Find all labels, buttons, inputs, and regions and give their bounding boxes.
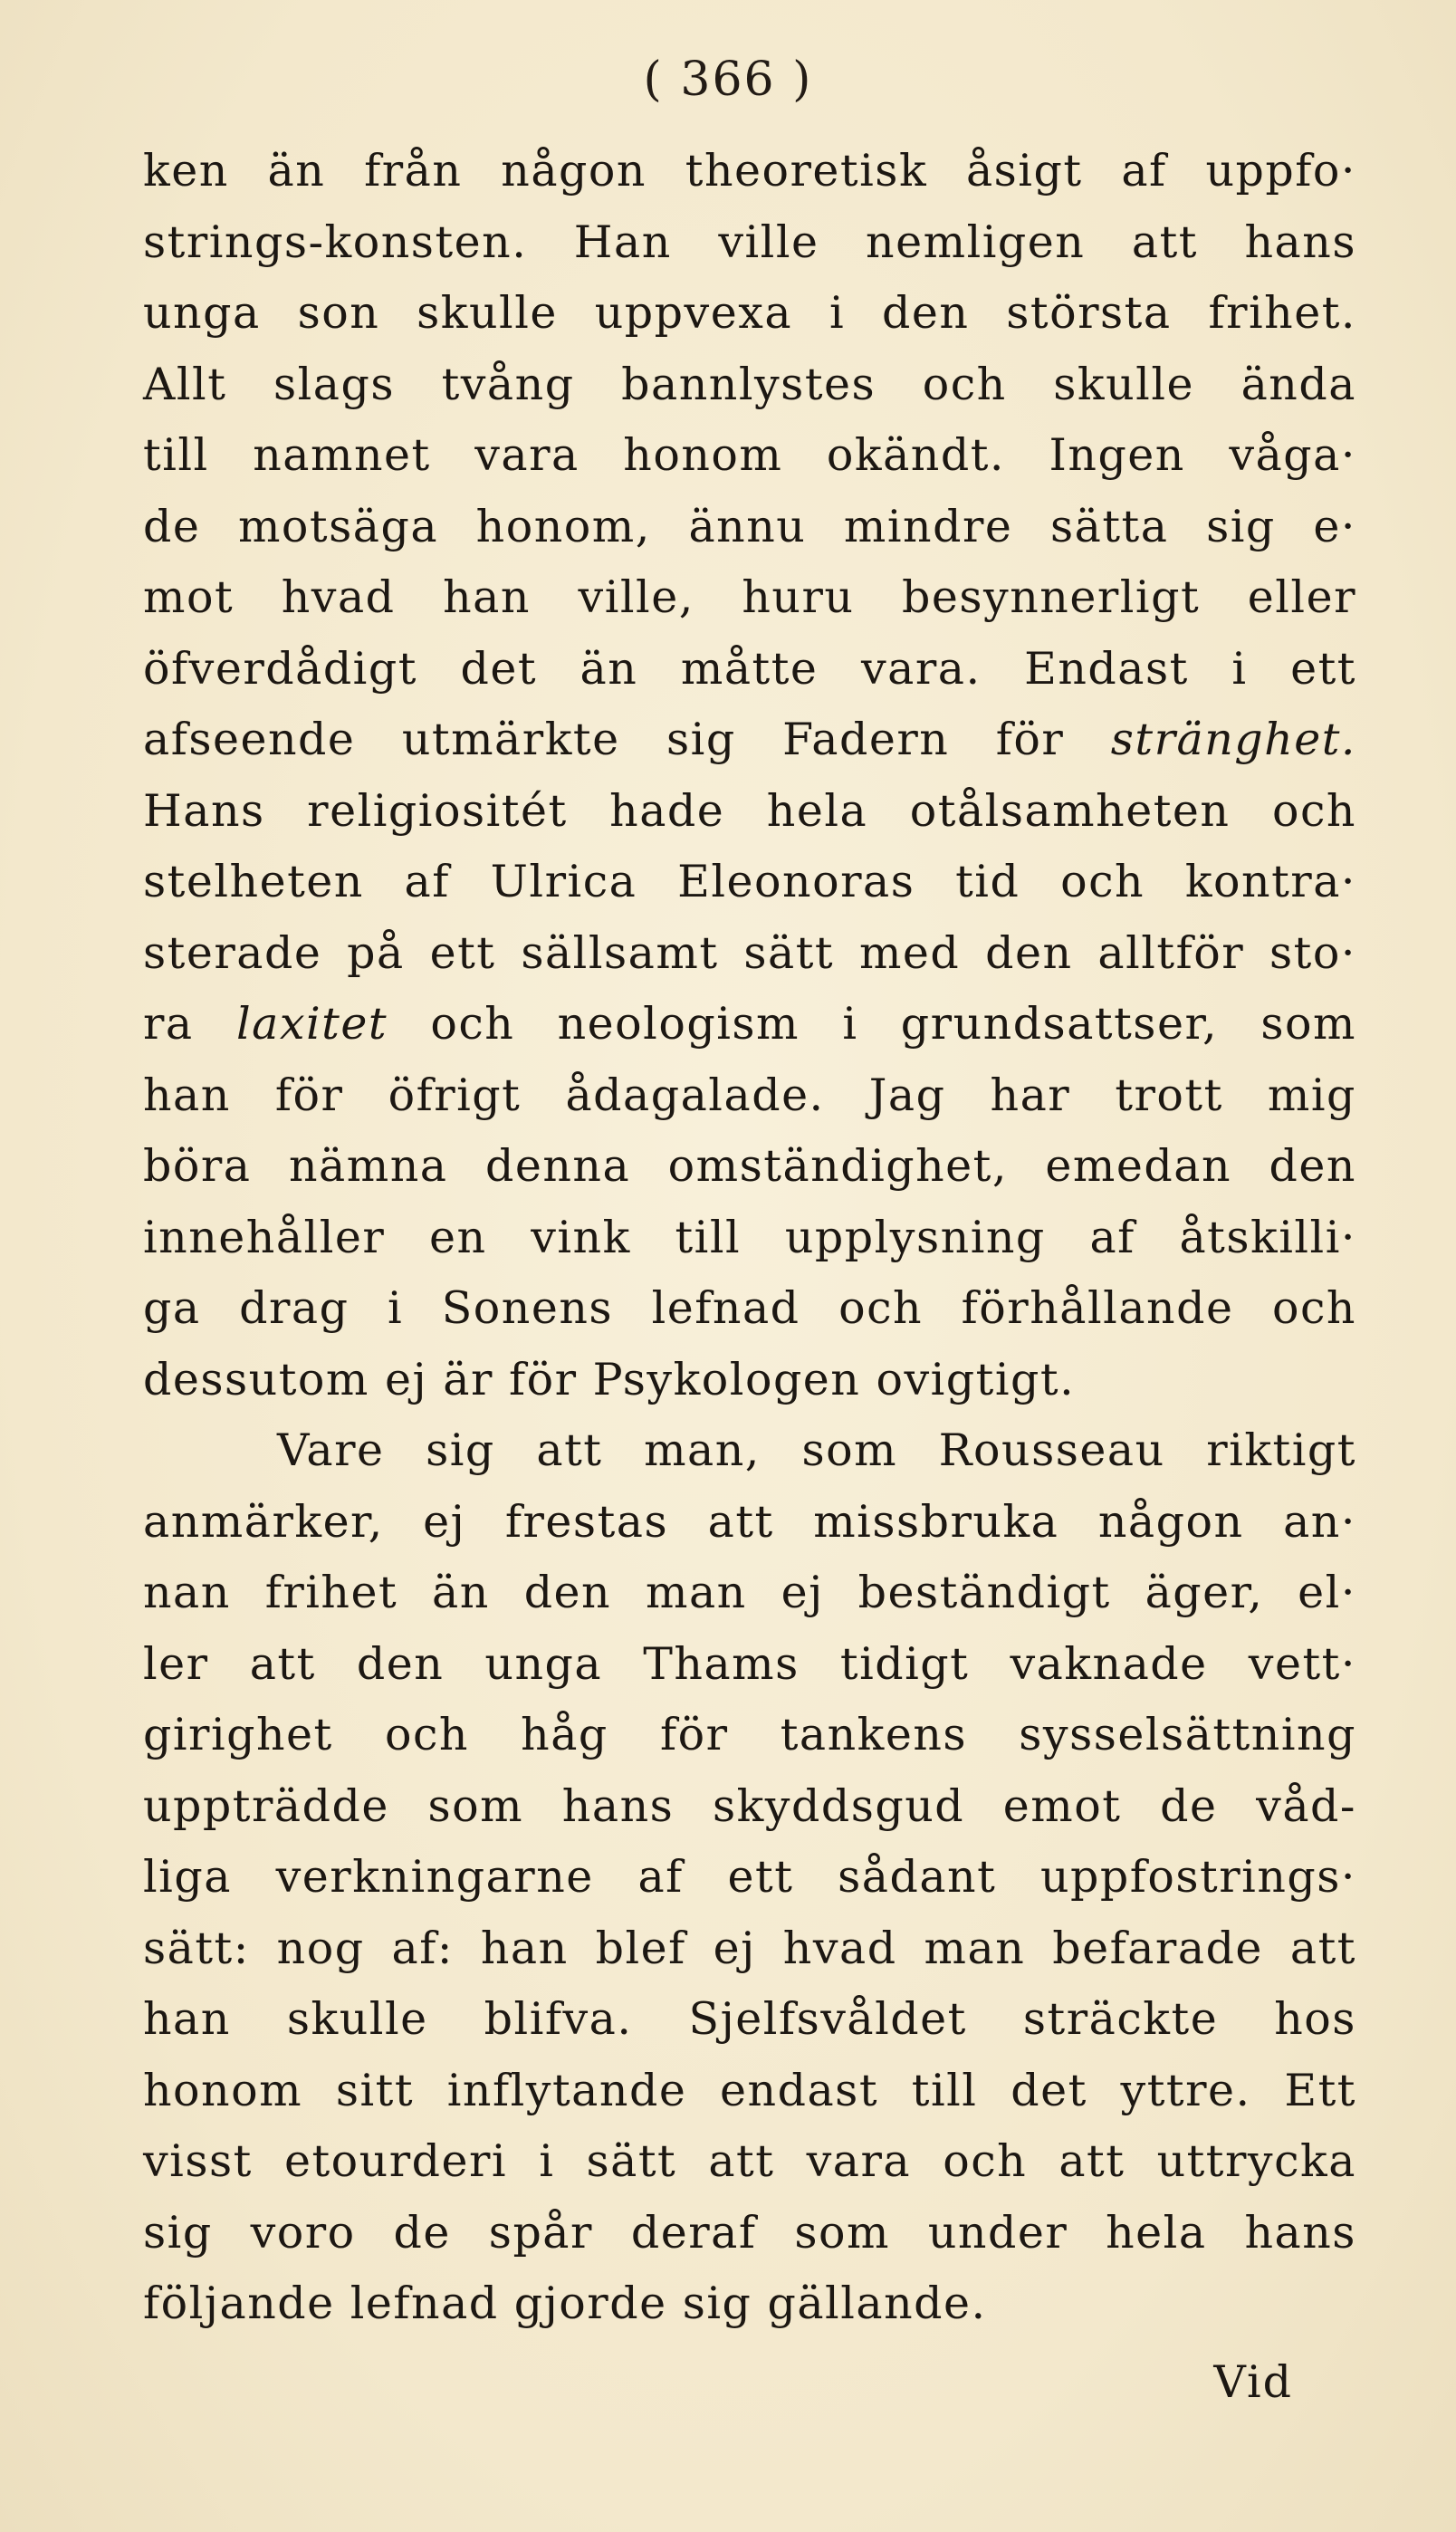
text-line [143,776,1356,848]
word: ra [143,998,194,1050]
word: Hans [143,784,265,837]
word: från [364,145,463,197]
word: skulle [417,287,558,339]
word: ej [713,1922,756,1974]
word: hela [766,784,868,837]
word: upplysning [784,1211,1046,1263]
word: honom [623,429,783,481]
word: son [297,287,380,339]
text-line [143,1203,1356,1274]
word: än [580,642,638,695]
word: nog [276,1922,365,1974]
word: hade [609,784,725,837]
word: huru [742,571,855,623]
word: till [911,2064,978,2116]
word: yttre. [1120,2064,1251,2116]
word: tidigt [839,1637,970,1690]
word: af [637,1851,684,1903]
word: tvång [441,358,575,410]
word: i [829,287,846,339]
word: som [794,2206,890,2259]
word: det [1011,2064,1087,2116]
text-line [143,989,1356,1060]
text-line [143,1345,1356,1416]
word: den [1269,1140,1356,1192]
word: sig [682,2278,752,2329]
text-line [143,278,1356,350]
word: alltför [1097,926,1245,979]
word: måtte [680,642,819,695]
word: hans [1244,216,1356,268]
word: skulle [1053,358,1195,410]
word: våd- [1256,1779,1356,1832]
word: Endast [1024,642,1189,695]
word: Psykologen [592,1353,861,1405]
word: tankens [780,1709,968,1760]
word: det [460,642,538,695]
word: sto· [1269,926,1356,979]
word: ådagalade. [565,1069,825,1121]
word: deraf [630,2206,757,2259]
word: sig [1206,500,1276,552]
word: ända [1240,358,1356,410]
word: för [274,1069,344,1121]
word: namnet [253,429,431,481]
word: Eleonoras [677,856,915,907]
word: och [1271,784,1356,837]
word: den [881,287,970,339]
word: spår [488,2206,593,2259]
word: sätta [1050,500,1169,552]
text-line [143,847,1356,918]
word: Ingen [1049,429,1185,481]
word: den [523,1567,612,1618]
word: religiositét [307,784,568,837]
word: ler [143,1637,209,1690]
word: att [708,2135,775,2187]
word: ett [429,926,496,979]
word: att [707,1495,774,1548]
word: att [1289,1922,1356,1974]
word: håg [521,1709,608,1760]
word: uppvexa [594,287,793,339]
word: sitt [335,2064,415,2116]
word: hans [561,1779,675,1832]
text-line [143,705,1356,776]
word: lefnad [651,1282,800,1334]
text-line [143,1131,1356,1203]
word: sterade [143,926,322,979]
word: han [480,1922,569,1974]
word: innehåller [143,1211,386,1263]
word: laxitet [235,998,388,1050]
word: våga· [1229,429,1356,481]
text-line [143,2268,1356,2340]
word: i [388,1282,404,1334]
word: befarade [1052,1922,1263,1974]
word: anmärker, [143,1495,384,1548]
word: el· [1298,1567,1356,1618]
word: ga [143,1282,201,1334]
word: i [539,2135,555,2187]
word: visst [143,2135,253,2187]
word: mot [143,571,235,623]
word: den [356,1637,445,1690]
word: vara [474,429,580,481]
word: till [143,429,209,481]
text-line [143,2198,1356,2269]
word: vara. [860,642,982,695]
word: Jag [868,1069,946,1121]
word: ännu [688,500,807,552]
word: besynnerligt [902,571,1201,623]
word: an· [1283,1495,1356,1548]
word: etourderi [283,2135,508,2187]
word: under [927,2206,1068,2259]
word: emedan [1045,1140,1232,1192]
word: i [842,998,858,1050]
word: öfrigt [388,1069,522,1121]
word: största [1006,287,1172,339]
word: unga [143,287,261,339]
word: sådant [838,1851,997,1903]
word: uppträdde [143,1779,389,1832]
word: han [443,571,531,623]
word: vaknade [1010,1637,1208,1690]
word: ville, [578,571,694,623]
word: och [430,998,515,1050]
text-line [143,350,1356,421]
word: sätt [743,926,835,979]
word: böra [143,1140,252,1192]
word: beständigt [857,1567,1111,1618]
word: lefnad [350,2278,499,2329]
word: Ulrica [490,856,637,907]
word: otålsamheten [909,784,1231,837]
word: Fadern [782,714,950,765]
word: och [1060,856,1145,907]
word: att [249,1637,316,1690]
word: han [143,1993,231,2045]
word: sig [143,2206,213,2259]
word: ett [1290,642,1356,695]
word: Rousseau [938,1424,1165,1476]
text-line [143,1984,1356,2056]
word: åtskilli· [1179,1211,1356,1263]
text-line [143,1415,1356,1487]
word: girighet [143,1709,333,1760]
word: och [1271,1282,1356,1334]
text-line [143,420,1356,492]
word: någon [501,145,647,197]
word: blef [595,1922,686,1974]
word: ken [143,145,229,197]
word: någon [1097,1495,1244,1548]
word: ej [781,1567,824,1618]
word: för [995,714,1065,765]
word: man [645,1567,747,1618]
word: honom [143,2064,303,2116]
word: att [1058,2135,1126,2187]
word: inflytande [446,2064,687,2116]
word: hos [1274,1993,1356,2045]
word: trott [1115,1069,1223,1121]
word: än [267,145,326,197]
word: som [801,1424,898,1476]
word: som [1260,998,1356,1050]
word: frestas [504,1495,669,1548]
text-line [143,634,1356,705]
text-line [143,1629,1356,1701]
word: ovigtigt. [876,1353,1076,1405]
word: förhållande [961,1282,1234,1334]
word: unga [484,1637,603,1690]
word: har [990,1069,1071,1121]
word: Vare [277,1424,385,1476]
word: ville [718,216,819,268]
word: blifva. [484,1993,633,2045]
word: och [922,358,1007,410]
word: sällsamt [521,926,719,979]
word: nemligen [866,216,1086,268]
word: man, [644,1424,761,1476]
word: att [536,1424,603,1476]
word: äger, [1145,1567,1264,1618]
word: hans [1244,2206,1356,2259]
word: emot [1002,1779,1122,1832]
word: är [443,1353,493,1405]
word: tid [955,856,1020,907]
text-line [143,1273,1356,1345]
word: för [659,1709,729,1760]
word: Sjelfsvåldet [688,1993,967,2045]
word: ett [727,1851,794,1903]
word: följande [143,2278,335,2329]
text-line [143,492,1356,563]
catchword: Vid [1213,2356,1293,2408]
word: riktigt [1206,1424,1356,1476]
body-text [143,136,1356,2340]
word: skyddsgud [712,1779,965,1832]
word: hvad [281,571,396,623]
word: de [143,500,201,552]
text-line [143,2126,1356,2198]
word: frihet. [1208,287,1356,339]
word: kontra· [1184,856,1356,907]
page-number: ( 366 ) [643,53,813,107]
word: slags [273,358,396,410]
word: motsäga [237,500,439,552]
word: af [1089,1211,1135,1263]
word: uppfo· [1205,145,1356,197]
word: för [508,1353,578,1405]
word: verkningarne [275,1851,594,1903]
word: Ett [1284,2064,1356,2116]
word: frihet [264,1567,398,1618]
word: af: [391,1922,454,1974]
word: nan [143,1567,231,1618]
word: till [675,1211,742,1263]
word: uppfostrings· [1039,1851,1356,1903]
word: theoretisk [685,145,928,197]
word: än [432,1567,490,1618]
word: som [427,1779,524,1832]
word: öfverdådigt [143,642,417,695]
word: vara [806,2135,912,2187]
word: af [1121,145,1167,197]
word: man [924,1922,1026,1974]
word: den [985,926,1073,979]
text-line [143,1487,1356,1559]
text-line [143,1771,1356,1843]
text-line [143,1558,1356,1629]
word: ej [423,1495,466,1548]
word: neologism [557,998,800,1050]
word: grundsattser, [900,998,1219,1050]
word: af [404,856,450,907]
word: ej [384,1353,428,1405]
word: utmärkte [401,714,620,765]
word: stelheten [143,856,364,907]
word: på [347,926,405,979]
word: omständighet, [667,1140,1008,1192]
word: uttrycka [1156,2135,1356,2187]
text-line [143,2056,1356,2127]
text-line [143,136,1356,207]
word: mig [1267,1069,1356,1121]
word: Sonens [441,1282,614,1334]
word: honom, [475,500,651,552]
word: endast [720,2064,879,2116]
word: och [943,2135,1028,2187]
word: stränghet. [1110,714,1356,765]
word: eller [1247,571,1356,623]
word: i [1231,642,1248,695]
word: nämna [288,1140,448,1192]
word: Han [573,216,672,268]
word: sträckte [1022,1993,1219,2045]
text-line [143,1700,1356,1771]
word: drag [239,1282,350,1334]
word: sysselsättning [1019,1709,1356,1760]
word: hela [1106,2206,1207,2259]
word: afseende [143,714,356,765]
word: hvad [782,1922,897,1974]
word: skulle [286,1993,428,2045]
word: sätt: [143,1922,250,1974]
word: och [838,1282,924,1334]
word: de [1160,1779,1218,1832]
word: och [384,1709,469,1760]
word: liga [143,1851,232,1903]
text-line [143,1913,1356,1985]
word: denna [484,1140,631,1192]
word: mindre [843,500,1013,552]
word: voro [250,2206,356,2259]
text-line [143,562,1356,634]
word: sig [426,1424,495,1476]
word: vett· [1248,1637,1356,1690]
word: gällande. [767,2278,987,2329]
word: gjorde [513,2278,667,2329]
word: med [858,926,961,979]
word: okändt. [826,429,1006,481]
text-line [143,1060,1356,1132]
text-line [143,1842,1356,1913]
word: e· [1313,500,1356,552]
word: de [393,2206,451,2259]
word: sätt [586,2135,677,2187]
word: han [143,1069,231,1121]
word: en [428,1211,487,1263]
word: missbruka [813,1495,1059,1548]
word: dessutom [143,1353,369,1405]
word: vink [531,1211,631,1263]
text-line [143,918,1356,990]
word: sig [666,714,736,765]
word: åsigt [965,145,1083,197]
word: Thams [643,1637,800,1690]
word: strings-konsten. [143,216,528,268]
word: Allt [143,358,227,410]
word: bannlystes [621,358,876,410]
word: att [1131,216,1198,268]
text-line [143,207,1356,279]
